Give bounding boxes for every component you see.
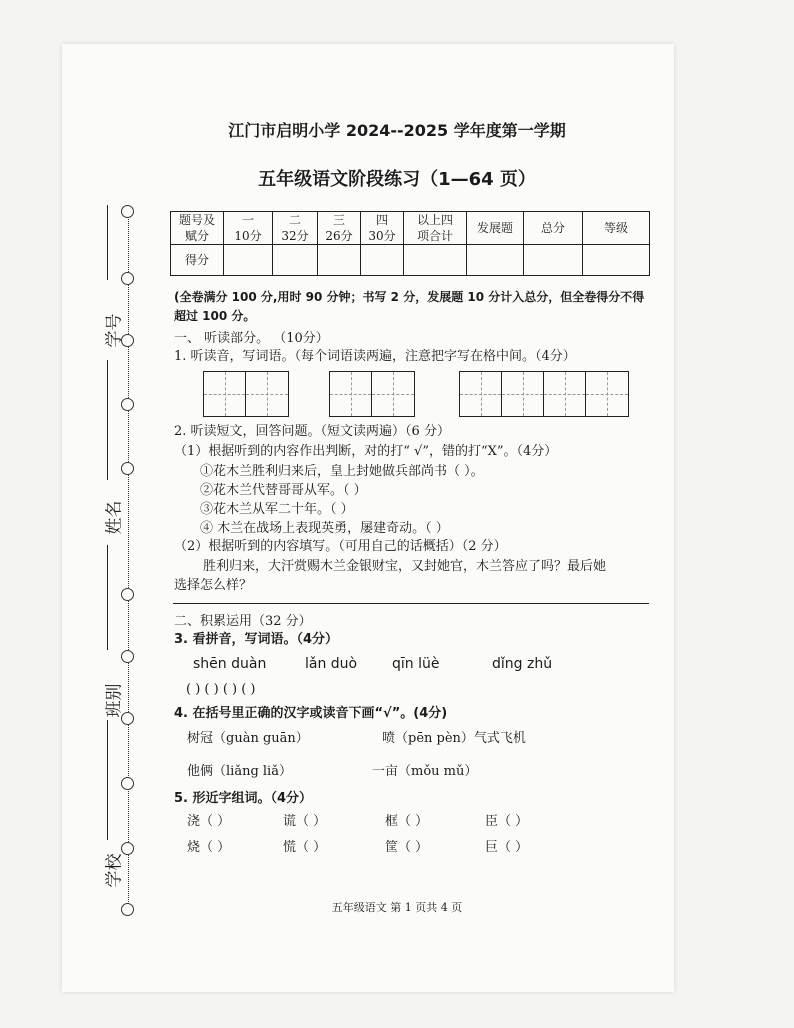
word-group-item[interactable]: 烧（ ） <box>187 840 231 855</box>
table-cell: 题号及 赋分 <box>171 212 224 245</box>
score-input-cell[interactable] <box>467 245 524 276</box>
section-1-heading: 一、 听读部分。 （10分） <box>174 331 329 346</box>
word-group-item[interactable]: 框（ ） <box>385 814 429 829</box>
table-cell: 一 10分 <box>224 212 273 245</box>
char-choice[interactable]: 一亩（mǒu mǔ） <box>372 764 478 779</box>
score-input-cell[interactable] <box>224 245 273 276</box>
class-line <box>107 545 108 650</box>
class-label: 班别 <box>104 683 125 718</box>
student-id-line <box>107 205 108 280</box>
name-label: 姓名 <box>104 500 125 535</box>
note-line-2: 超过 100 分。 <box>174 309 256 323</box>
writing-grid[interactable] <box>459 371 629 417</box>
page-footer: 五年级语文 第 1 页共 4 页 <box>331 901 463 914</box>
question-1: 1. 听读音，写词语。（每个词语读两遍，注意把字写在格中间。（4分） <box>174 349 576 364</box>
writing-grid[interactable] <box>203 371 289 417</box>
judge-item: ④ 木兰在战场上表现英勇，屡建奇动。（ ） <box>200 521 449 536</box>
word-group-item[interactable]: 浇（ ） <box>187 814 231 829</box>
grid-cell[interactable] <box>586 372 628 416</box>
binding-hole <box>121 205 134 218</box>
grid-cell[interactable] <box>204 372 246 416</box>
grid-cell[interactable] <box>544 372 586 416</box>
binding-hole <box>121 588 134 601</box>
note-line-1: (全卷满分 100 分,用时 90 分钟；书写 2 分，发展题 10 分计入总分，但全卷得分不得 <box>174 290 645 304</box>
char-choice[interactable]: 他俩（liǎng liǎ） <box>187 764 292 779</box>
question-3: 3. 看拼音，写词语。（4分） <box>174 632 339 647</box>
school-label: 学校 <box>104 853 125 888</box>
score-input-cell[interactable] <box>524 245 583 276</box>
table-cell: 二 32分 <box>273 212 318 245</box>
school-line <box>107 720 108 840</box>
judge-item: ①花木兰胜利归来后，皇上封她做兵部尚书（ ）。 <box>200 464 484 479</box>
question-5: 5. 形近字组词。（4分） <box>174 791 313 806</box>
table-cell: 以上四 项合计 <box>404 212 467 245</box>
answer-line[interactable] <box>173 603 649 604</box>
section-2-heading: 二、积累运用（32 分） <box>174 614 312 629</box>
answer-brackets[interactable]: ( ) ( ) ( ) ( ) <box>186 682 256 697</box>
table-cell: 得分 <box>171 245 224 276</box>
grid-cell[interactable] <box>372 372 414 416</box>
binding-hole <box>121 398 134 411</box>
question-2-part-1: （1）根据听到的内容作出判断，对的打“ √”，错的打“X”。（4分） <box>174 444 558 459</box>
question-2-part-2: （2）根据听到的内容填写。（可用自己的话概括）（2 分） <box>174 539 507 554</box>
grid-cell[interactable] <box>460 372 502 416</box>
pinyin-prompt: qīn lüè <box>392 656 440 672</box>
writing-grid[interactable] <box>329 371 415 417</box>
table-cell: 四 30分 <box>361 212 404 245</box>
score-table <box>170 211 650 276</box>
word-group-item[interactable]: 慌（ ） <box>283 840 327 855</box>
question-2-part-2-text: 选择怎么样？ <box>174 578 253 593</box>
judge-item: ②花木兰代替哥哥从军。（ ） <box>200 483 367 498</box>
char-choice[interactable]: 喷（pēn pèn）气式飞机 <box>382 731 526 746</box>
table-cell: 三 26分 <box>318 212 361 245</box>
score-table-score-row <box>171 245 650 276</box>
question-2-part-2-text: 胜利归来，大汗赏赐木兰金银财宝，又封她官，木兰答应了吗？最后她 <box>203 559 607 574</box>
word-group-item[interactable]: 谎（ ） <box>283 814 327 829</box>
table-cell: 发展题 <box>467 212 524 245</box>
char-choice[interactable]: 树冠（guàn guān） <box>187 731 309 746</box>
name-line <box>107 360 108 480</box>
grid-cell[interactable] <box>330 372 372 416</box>
score-input-cell[interactable] <box>583 245 650 276</box>
word-group-item[interactable]: 臣（ ） <box>485 814 529 829</box>
word-group-item[interactable]: 筐（ ） <box>385 840 429 855</box>
score-table-header-row <box>171 212 650 245</box>
score-input-cell[interactable] <box>318 245 361 276</box>
word-group-item[interactable]: 巨（ ） <box>485 840 529 855</box>
binding-hole <box>121 650 134 663</box>
grid-cell[interactable] <box>246 372 288 416</box>
score-input-cell[interactable] <box>404 245 467 276</box>
pinyin-prompt: dǐng zhǔ <box>492 656 553 672</box>
score-input-cell[interactable] <box>273 245 318 276</box>
grid-cell[interactable] <box>502 372 544 416</box>
binding-hole <box>121 462 134 475</box>
judge-item: ③花木兰从军二十年。（ ） <box>200 502 354 517</box>
pinyin-prompt: shēn duàn <box>193 656 267 672</box>
exam-title: 五年级语文阶段练习（1—64 页） <box>258 169 536 190</box>
school-title: 江门市启明小学 2024--2025 学年度第一学期 <box>228 121 566 140</box>
binding-line <box>128 210 129 910</box>
student-id-label: 学号 <box>104 313 125 348</box>
table-cell: 等级 <box>583 212 650 245</box>
pinyin-prompt: lǎn duò <box>305 656 358 672</box>
binding-hole <box>121 777 134 790</box>
binding-hole <box>121 272 134 285</box>
question-4: 4. 在括号里正确的汉字或读音下画“√”。(4分) <box>174 706 448 721</box>
question-2: 2. 听读短文，回答问题。（短文读两遍）（6 分） <box>174 424 450 439</box>
table-cell: 总分 <box>524 212 583 245</box>
score-input-cell[interactable] <box>361 245 404 276</box>
